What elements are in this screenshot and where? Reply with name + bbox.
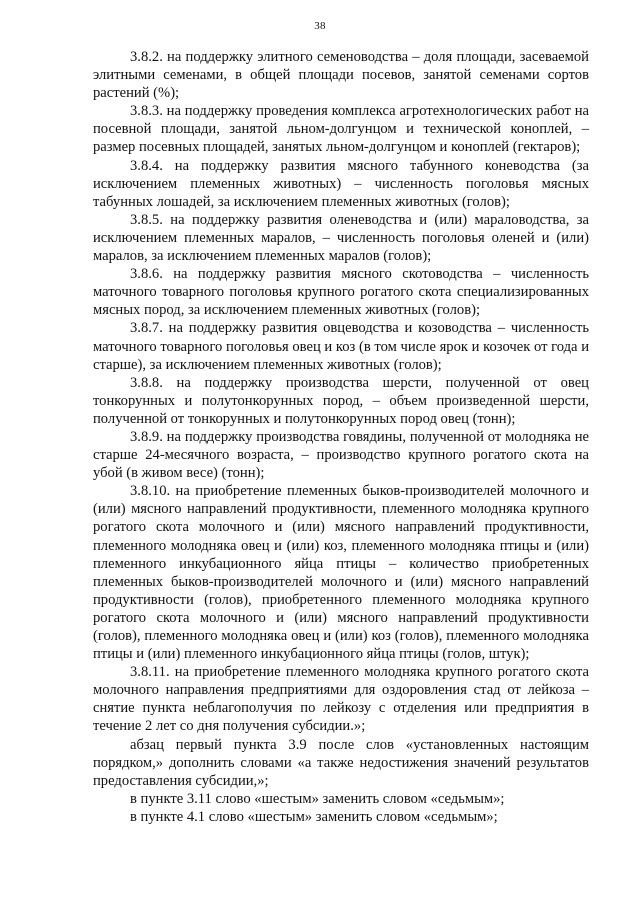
paragraph-amendment-4-1: в пункте 4.1 слово «шестым» заменить словом «седьмым»;	[130, 808, 498, 825]
page-number: 38	[314, 20, 326, 32]
paragraph-3-8-4: 3.8.4. на поддержку развития мясного табунного коневодства (за исключением племенных животных) – численность поголовья мясных табунных лошадей, за исключением племенных животных (голов);	[93, 157, 589, 210]
paragraph-3-8-11: 3.8.11. на приобретение племенного молодняка крупного рогатого скота молочного направления предприятиями для оздоровления стад от лейкоза – снятие пункта неблагополучия по лейкозу с отделения или предприятия в течение 2 лет со дня получения субсидии.»;	[93, 664, 589, 735]
paragraph-3-8-10: 3.8.10. на приобретение племенных быков-производителей молочного и (или) мясного направлений продуктивности, племенного молодняка крупного рогатого скота молочного и (или) мясного направлений продуктивности, племенного молодняка овец и (или) коз, племенного молодняка птицы и (или) племенного инкубационного яйца птицы – количество приобретенных племенных быков-производителей молочного и (или) мясного направлений продуктивности (голов), приобретенного племенного молодняка крупного рогатого скота молочного и (или) мясного направлений продуктивности (голов), племенного молодняка овец и (или) коз (голов), племенного молодняка птицы и (или) племенного инкубационного яйца птицы (голов, штук);	[93, 483, 589, 663]
paragraph-3-8-3: 3.8.3. на поддержку проведения комплекса агротехнологических работ на посевной площади, занятой льном-долгунцом и технической коноплей, – размер посевных площадей, занятых льном-долгунцом и коноплей (гектаров);	[93, 103, 589, 156]
paragraph-3-8-2: 3.8.2. на поддержку элитного семеноводства – доля площади, засеваемой элитными семенами, в общей площади посевов, занятой семенами сортов растений (%);	[93, 49, 589, 102]
paragraph-3-8-5: 3.8.5. на поддержку развития оленеводства и (или) мараловодства, за исключением племенных маралов, – численность поголовья оленей и (или) маралов, за исключением племенных маралов (голов);	[93, 211, 589, 265]
paragraph-amendment-3-11: в пункте 3.11 слово «шестым» заменить словом «седьмым»;	[130, 790, 505, 807]
paragraph-amendment-3-9: абзац первый пункта 3.9 после слов «установленных настоящим порядком,» дополнить словами «а также недостижения значений результатов предоставления субсидии,»;	[93, 736, 589, 789]
paragraph-3-8-8: 3.8.8. на поддержку производства шерсти, полученной от овец тонкорунных и полутонкорунных пород, – объем произведенной шерсти, полученной от тонкорунных и полутонкорунных пород овец (тонн);	[93, 374, 589, 427]
document-body	[93, 48, 589, 826]
paragraph-3-8-9: 3.8.9. на поддержку производства говядины, полученной от молодняка не старше 24-месячного возраста, – производство крупного рогатого скота на убой (в живом весе) (тонн);	[93, 428, 589, 482]
paragraph-3-8-6: 3.8.6. на поддержку развития мясного скотоводства – численность маточного товарного поголовья крупного рогатого скота специализированных мясных пород, за исключением племенных животных (голов);	[93, 266, 589, 319]
paragraph-3-8-7: 3.8.7. на поддержку развития овцеводства и козоводства – численность маточного товарного поголовья овец и коз (в том числе ярок и козочек от года и старше), за исключением племенных животных (голов);	[93, 320, 589, 373]
